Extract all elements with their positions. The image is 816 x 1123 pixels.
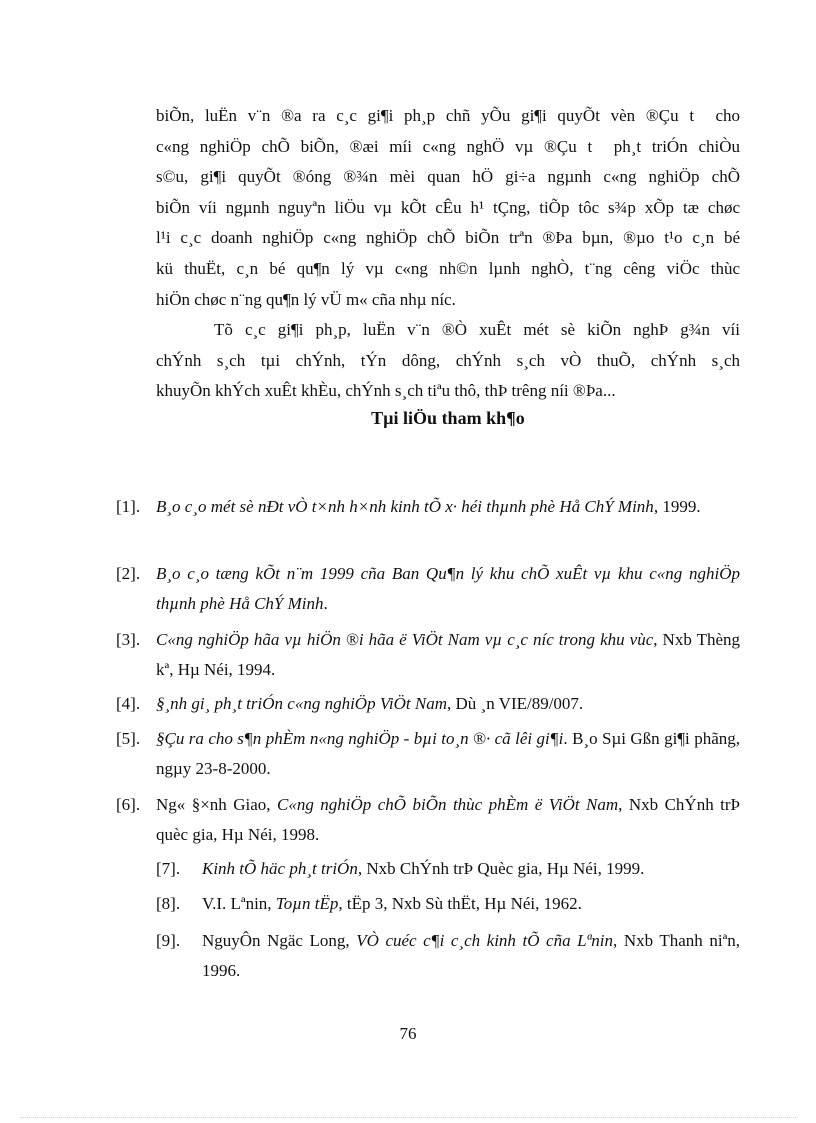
- reference-details: , 1999.: [653, 497, 701, 516]
- reference-details: .: [323, 594, 328, 613]
- reference-title: B¸o c¸o tæng kÕt n¨m 1999 cña Ban Qu¶n lý khu chÕ xuÊt vµ khu c«ng nghiÖp thµnh phè Hå ChÝ Minh: [156, 564, 740, 613]
- paragraph-summary: [156, 101, 740, 315]
- page-number: 76: [399, 1024, 417, 1043]
- text-line: biÕn, luËn v¨n ®a ra c¸c gi¶i ph¸p chñ yÕu gi¶i quyÕt vèn ®Çu t cho: [156, 106, 740, 125]
- text-line: khuyÕn khÝch xuÊt khÈu, chÝnh s¸ch tiªu thô, thÞ trêng níi ®Þa...: [156, 381, 616, 401]
- reference-title: C«ng nghiÖp chÕ biÕn thùc phÈm ë ViÖt Nam: [277, 795, 619, 814]
- text-line: l¹i c¸c doanh nghiÖp c«ng nghiÖp chÕ biÕn trªn ®Þa bµn, ®µo t¹o c¸n bé: [156, 228, 740, 248]
- page-edge-divider: [20, 1117, 796, 1118]
- paragraph-recommendations: [156, 315, 740, 407]
- reference-details: , Dù ¸n VIE/89/007.: [447, 694, 584, 713]
- reference-number: [6].: [116, 795, 141, 814]
- reference-number: [9].: [156, 931, 181, 950]
- reference-title: C«ng nghiÖp hãa vµ hiÖn ®i hãa ë ViÖt Nam vµ c¸c níc trong khu vùc: [156, 630, 654, 649]
- reference-details: , Nxb ChÝnh trÞ Quèc gia, Hµ Néi, 1999.: [357, 859, 645, 878]
- text-line: kü thuËt, c¸n bé qu¶n lý vµ c«ng nh©n lµnh nghÒ, t¨ng cêng viÖc thùc: [156, 258, 740, 278]
- reference-title: §¸nh gi¸ ph¸t triÓn c«ng nghiÖp ViÖt Nam: [156, 694, 448, 713]
- reference-author: V.I. Lªnin,: [202, 894, 276, 913]
- text-line: s©u, gi¶i quyÕt ®óng ®¾n mèi quan hÖ gi÷a ngµnh c«ng nghiÖp chÕ: [156, 167, 740, 187]
- reference-number: [5].: [116, 729, 141, 748]
- text-line: hiÖn chøc n¨ng qu¶n lý vÜ m« cña nhµ níc.: [156, 289, 456, 309]
- reference-number: [1].: [116, 497, 141, 516]
- reference-title: Toµn tËp: [275, 894, 339, 913]
- reference-title: Kinh tÕ häc ph¸t triÓn: [202, 859, 358, 878]
- reference-title: B¸o c¸o mét sè nÐt vÒ t×nh h×nh kinh tÕ x· héi thµnh phè Hå ChÝ Minh: [156, 497, 654, 516]
- text-line: Tõ c¸c gi¶i ph¸p, luËn v¨n ®Ò xuÊt mét sè kiÕn nghÞ g¾n víi: [214, 320, 740, 339]
- reference-title: §Çu ra cho s¶n phÈm n«ng nghiÖp - bµi to¸n ®· cã lêi gi¶i: [156, 729, 564, 748]
- reference-details: . B¸o Sµi Gßn gi¶i phãng, ngµy 23-8-2000.: [156, 729, 740, 778]
- reference-number: [4].: [116, 694, 141, 713]
- text-line: c«ng nghiÖp chÕ biÕn, ®æi míi c«ng nghÖ vµ ®Çu t ph¸t triÓn chiÒu: [156, 136, 740, 156]
- reference-details: , Nxb Thanh niªn, 1996.: [202, 931, 741, 980]
- reference-details: , tËp 3, Nxb Sù thËt, Hµ Néi, 1962.: [338, 894, 582, 913]
- reference-author: NguyÔn Ngäc Long,: [202, 931, 357, 950]
- reference-number: [8].: [156, 894, 181, 913]
- text-line: biÕn víi ngµnh nguyªn liÖu vµ kÕt cÊu h¹ tÇng, tiÕp tôc s¾p xÕp tæ chøc: [156, 197, 740, 217]
- reference-details: , Nxb ChÝnh trÞ quèc gia, Hµ Néi, 1998.: [156, 795, 740, 844]
- references-heading: Tµi liÖu tham kh¶o: [371, 408, 525, 428]
- reference-author: Ng« §×nh Giao,: [156, 795, 277, 814]
- reference-number: [7].: [156, 859, 181, 878]
- reference-details: , Nxb Thèng kª, Hµ Néi, 1994.: [156, 630, 740, 679]
- text-line: chÝnh s¸ch tµi chÝnh, tÝn dông, chÝnh s¸ch vÒ thuÕ, chÝnh s¸ch: [156, 350, 740, 370]
- reference-number: [2].: [116, 564, 141, 583]
- reference-title: VÒ cuéc c¶i c¸ch kinh tÕ cña Lªnin: [356, 931, 614, 950]
- reference-number: [3].: [116, 630, 141, 649]
